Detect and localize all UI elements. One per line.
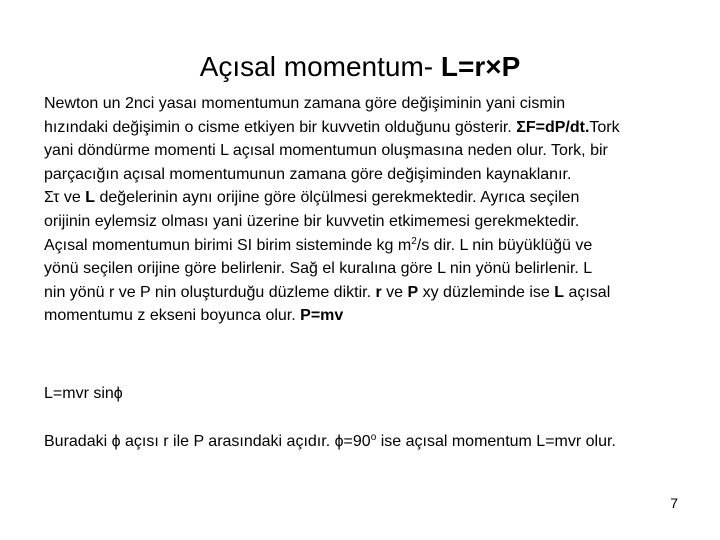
angular-momentum-vector-symbol: L	[554, 283, 564, 301]
page-number: 7	[670, 495, 678, 511]
body-line-6: orijinin eylemsiz olması yani üzerine bir kuvvetin etkimemesi gerekmektedir.	[44, 212, 580, 230]
slide-title	[0, 50, 720, 84]
degree-symbol: o	[370, 432, 377, 443]
angle-explanation-text: Buradaki ϕ açısı r ile P arasındaki açıdır. ϕ=90	[44, 433, 371, 450]
body-line-5	[44, 186, 704, 210]
angular-momentum-formula: L=mvr sinϕ	[44, 385, 123, 402]
body-line-7-text: Açısal momentumun birimi SI birim sisteminde kg m	[44, 236, 412, 254]
title-text: Açısal momentum-	[199, 51, 441, 82]
body-line-9	[44, 281, 704, 305]
body-line-2-tail: Tork	[589, 118, 620, 136]
momentum-vector-symbol: P	[407, 283, 419, 301]
body-line-9-and: ve	[381, 283, 408, 301]
body-line-5-and: ve	[59, 189, 86, 207]
angle-explanation-tail: ise açısal momentum L=mvr olur.	[376, 433, 616, 450]
body-line-2	[44, 116, 704, 140]
body-line-10	[44, 304, 704, 328]
momentum-equation: P=mv	[300, 307, 344, 325]
body-line-2-text: hızındaki değişimin o cisme etkiyen bir kuvvetin olduğunu gösterir.	[44, 118, 517, 136]
force-equation: ΣF=dP/dt.	[516, 118, 590, 136]
body-line-8: yönü seçilen orijine göre belirlenir. Sağ el kuralına göre L nin yönü belirlenir. L	[44, 260, 593, 278]
angular-momentum-symbol: L	[85, 189, 96, 207]
body-line-5-text: değelerinin aynı orijine göre ölçülmesi gerekmektedir. Ayrıca seçilen	[95, 189, 580, 207]
torque-sum-symbol: Στ	[44, 189, 60, 207]
body-line-3: yani döndürme momenti L açısal momentumun oluşmasına neden olur. Tork, bir	[44, 142, 608, 160]
body-line-7	[44, 234, 704, 258]
title-formula: L=r×P	[440, 51, 521, 82]
unit-exponent: 2	[411, 235, 417, 247]
body-line-4: parçacığın açısal momentumunun zamana göre değişiminden kaynaklanır.	[44, 165, 572, 183]
body-line-9-text: nin yönü r ve P nin oluşturduğu düzleme diktir.	[44, 283, 376, 301]
angle-explanation	[44, 430, 704, 454]
body-line-7-tail: /s dir. L nin büyüklüğü ve	[416, 236, 593, 254]
position-vector-symbol: r	[375, 283, 382, 301]
body-paragraph	[44, 92, 704, 328]
body-line-9-mid: xy düzleminde ise	[418, 283, 555, 301]
body-line-9-tail: açısal	[564, 283, 611, 301]
body-line-10-text: momentumu z ekseni boyunca olur.	[44, 307, 301, 325]
body-line-1: Newton un 2nci yasaı momentumun zamana göre değişiminin yani cismin	[44, 95, 566, 112]
